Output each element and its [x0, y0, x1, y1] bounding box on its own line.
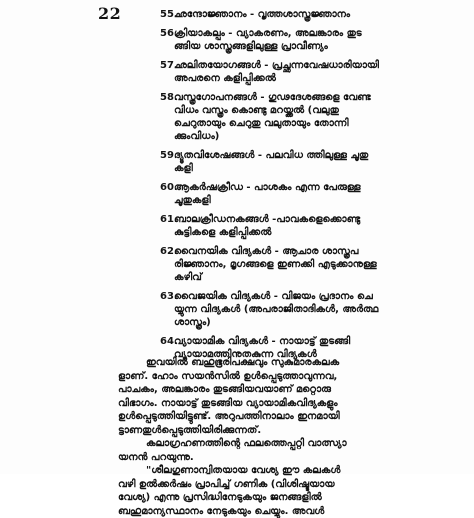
paragraph-line: ട്ടാണതുൾപ്പെടുത്തിയിരിക്കുന്നത്.: [118, 424, 468, 438]
paragraph-line: ളാണ്. ഹോം സയൻസിൽ ഉൾപ്പെടുത്താവുന്നവ,: [118, 370, 468, 384]
list-item: [160, 245, 460, 284]
page-number: 22: [98, 4, 121, 23]
list-item-line: യ്യുന്ന വിദ്യകൾ (അപരാജിതാദികൾ, അർത്ഥ: [174, 303, 378, 316]
list-item-line: വ്യായാമിക വിദ്യകൾ - നായാട്ട് തുടങ്ങി: [174, 335, 350, 348]
list-item: [160, 91, 460, 143]
paragraph-line: പാചകം, അലങ്കാരം തുടങ്ങിയവയാണ് മറ്റൊരു: [118, 383, 468, 397]
list-item-text: [174, 290, 378, 329]
list-item-line: ചൂതുകളി: [174, 194, 361, 207]
list-item-line: ആകർഷക്രീഡ - പാശകം എന്ന പേരുള്ള: [174, 181, 361, 194]
arts-list: [160, 8, 460, 367]
list-item-number: 60.: [160, 181, 174, 207]
list-item-text: [174, 149, 368, 175]
list-item: [160, 181, 460, 207]
paragraph-line: "ശീലഗുണാന്വിതയായ വേശ്യ ഈ കലകൾ: [118, 464, 468, 478]
paragraph-line: വേശ്യ) എന്നു പ്രസിദ്ധിനേടുകയും ജനങ്ങളിൽ: [118, 491, 468, 505]
list-item-text: [174, 213, 360, 239]
list-item: [160, 213, 460, 239]
list-item-line: അപരനെ കളിപ്പിക്കൽ: [174, 72, 379, 85]
list-item-line: ങ്ങിയ ശാസ്ത്രങ്ങളിലുള്ള പ്രാവീണ്യം: [174, 40, 362, 53]
paragraph-line: ഇവയിൽ ബഹുഭൂരിപക്ഷവും സുകുമാരകലക: [118, 356, 468, 370]
list-item: [160, 290, 460, 329]
list-item: [160, 149, 460, 175]
paragraph-line: ബഹുമാന്യസ്ഥാനം നേടുകയും ചെയ്യും. അവൾ: [118, 505, 468, 518]
list-item-line: ദ്യൂതവിശേഷങ്ങൾ - പലവിധ ത്തിലുള്ള ചൂതു: [174, 149, 368, 162]
list-item-text: [174, 8, 350, 21]
list-item-number: 63.: [160, 290, 174, 329]
list-item-text: [174, 245, 377, 284]
body-text: [118, 356, 468, 518]
list-item-number: 61.: [160, 213, 174, 239]
list-item: [160, 27, 460, 53]
list-item-line: ഛലിതയോഗങ്ങൾ - പ്രച്ഛന്നവേഷധാരിയായി: [174, 59, 379, 72]
list-item-number: 58.: [160, 91, 174, 143]
list-item-line: കഴിവ്: [174, 271, 377, 284]
list-item-number: 64.: [160, 335, 174, 361]
list-item-text: [174, 27, 362, 53]
paragraph-line: യനൻ പറയുന്നു.: [118, 451, 468, 465]
list-item-line: രിജ്ഞാനം, മൃഗങ്ങളെ ഇണക്കി എടുക്കാനുള്ള: [174, 258, 377, 271]
list-item-line: ശാസ്ത്രം): [174, 316, 378, 329]
list-item-line: ഛന്ദോജ്ഞാനം - വൃത്തശാസ്ത്രജ്ഞാനം: [174, 8, 350, 21]
list-item-line: ബാലക്രീഡനകങ്ങൾ -പാവകളെക്കൊണ്ടു: [174, 213, 360, 226]
list-item-text: [174, 181, 361, 207]
list-item-line: വ്യായാമത്തിനുതകുന്ന വിദ്യകൾ: [174, 348, 350, 361]
list-item-line: ചെറുതായും ചെറുതു വലുതായും തോന്നി: [174, 117, 371, 130]
list-item-number: 55.: [160, 8, 174, 21]
list-item-number: 57.: [160, 59, 174, 85]
list-item-line: ക്രിയാകല്പം - വ്യാകരണം, അലങ്കാരം തുട: [174, 27, 362, 40]
list-item-line: കളി: [174, 162, 368, 175]
list-item-text: [174, 59, 379, 85]
paragraph-line: കലാഗ്രഹണത്തിന്റെ ഫലത്തെപ്പറ്റി വാത്സ്യാ: [118, 437, 468, 451]
list-item-number: 56.: [160, 27, 174, 53]
list-item: [160, 8, 460, 21]
list-item-line: വിധം വസ്ത്രം കൊണ്ടു മറയ്ക്കൽ (വലുതു: [174, 104, 371, 117]
paragraph-line: ഉൾപ്പെടുത്തിയിട്ടുണ്ട്. അറുപത്തിനാലാം ഇനമായി: [118, 410, 468, 424]
list-item-line: വൈനയിക വിദ്യകൾ - ആചാര ശാസ്ത്രപ: [174, 245, 377, 258]
list-item-number: 62.: [160, 245, 174, 284]
paragraph-line: വിഭാഗം. നായാട്ട് തുടങ്ങിയ വ്യായാമികവിദ്യകളും: [118, 397, 468, 411]
list-item-line: കുട്ടികളെ കളിപ്പിക്കൽ: [174, 226, 360, 239]
list-item-line: വസ്ത്രഗോപനങ്ങൾ - ഗുഢദേശങ്ങളെ വേണ്ട: [174, 91, 371, 104]
list-item: [160, 59, 460, 85]
list-item-number: 59.: [160, 149, 174, 175]
list-item-line: ക്കുംവിധം): [174, 130, 371, 143]
list-item-line: വൈജയിക വിദ്യകൾ - വിജയം പ്രദാനം ചെ: [174, 290, 378, 303]
paragraph-line: വഴി ഉൽക്കർഷം പ്രാപിച്ച് ഗണിക (വിശിഷ്ടയായ: [118, 478, 468, 492]
list-item-text: [174, 91, 371, 143]
